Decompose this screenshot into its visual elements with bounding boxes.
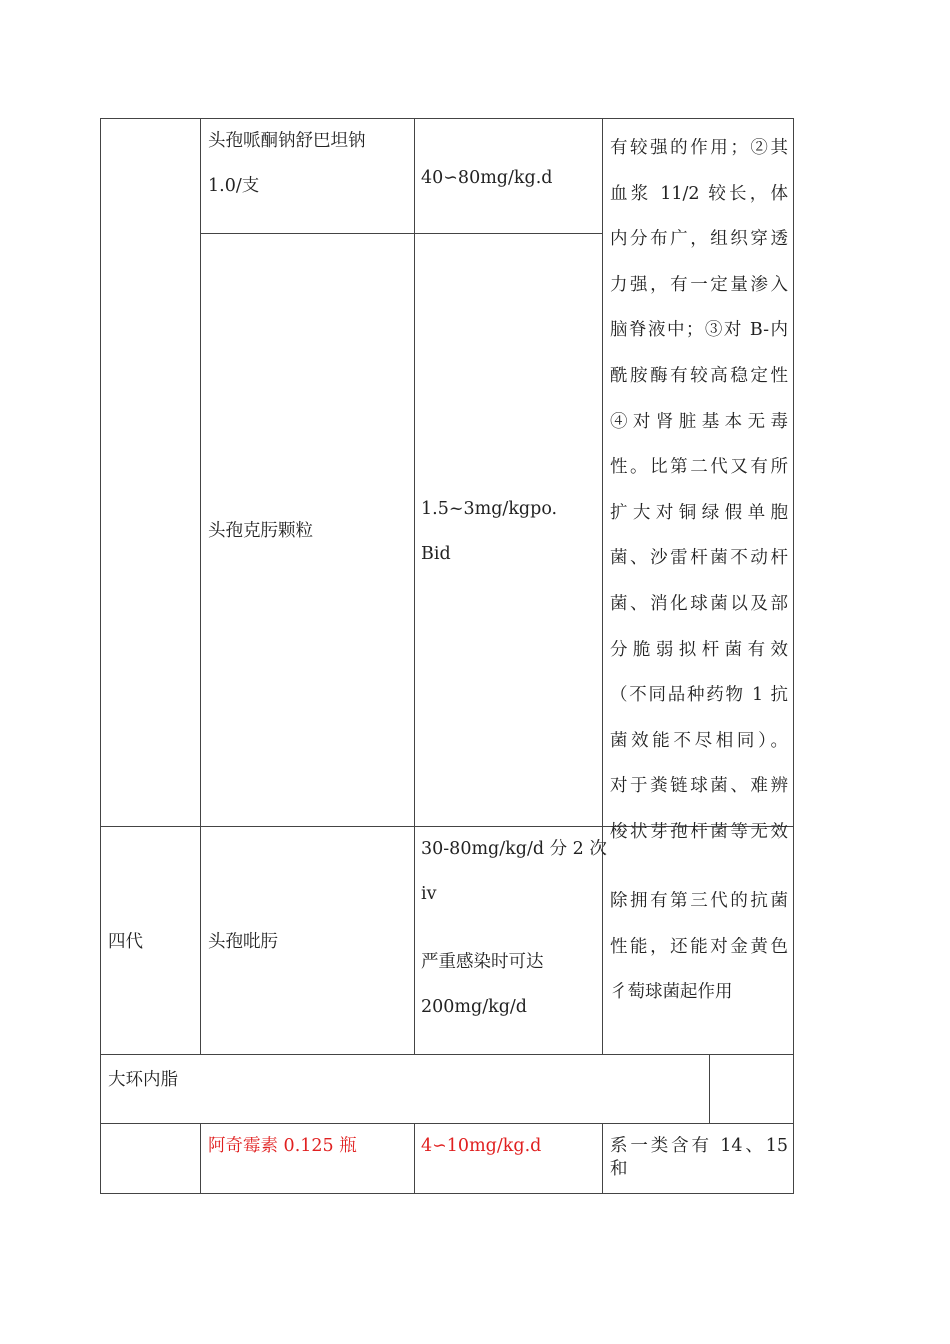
fourth-gen-description-cell (610, 879, 788, 1016)
drug-spec-line: 1.0/支 (208, 176, 260, 196)
column-divider (709, 1054, 710, 1124)
dose-line: 40∽80mg/kg.d (421, 168, 553, 188)
description-line: 分脆弱拟杆菌有效 (610, 639, 788, 660)
generation-cell (108, 931, 143, 954)
dose-cell (421, 498, 557, 566)
table-top-border (100, 118, 794, 119)
generation-label: 四代 (108, 932, 143, 952)
description-line: 彳萄球菌起作用 (610, 982, 733, 1003)
description-line: 菌效能不尽相同）。 (610, 730, 788, 751)
row-divider (201, 233, 602, 234)
drug-name-cell (208, 520, 313, 543)
description-line: （不同品种药物 1 抗 (610, 685, 788, 706)
drug-name-cell (208, 130, 366, 198)
drug-name-line: 阿奇霉素 0.125 瓶 (208, 1136, 357, 1156)
description-line: 对于粪链球菌、难辨 (610, 776, 788, 797)
description-line: 扩大对铜绿假单胞 (610, 502, 788, 523)
dose-line: iv (421, 884, 437, 904)
dose-line: Bid (421, 544, 451, 564)
dose-line: 严重感染时可达 (421, 952, 544, 972)
description-line: 血浆 11/2 较长，体 (610, 183, 788, 204)
drug-name-cell (208, 931, 278, 954)
drug-name-line: 头孢哌酮钠舒巴坦钠 (208, 131, 366, 151)
table-right-border (793, 118, 794, 1194)
description-line: 内分布广，组织穿透 (610, 229, 788, 250)
description-line: 性。比第二代又有所 (610, 457, 788, 478)
column-divider (414, 118, 415, 1055)
table-bottom-border (100, 1193, 794, 1194)
description-line: 系一类含有 14、15 (610, 1136, 788, 1156)
description-line: 除拥有第三代的抗菌 (610, 891, 788, 911)
column-divider (414, 1123, 415, 1194)
column-divider (602, 1123, 603, 1194)
description-line: 力强，有一定量渗入 (610, 274, 788, 295)
dose-cell (421, 838, 607, 1019)
section-header (108, 1069, 178, 1092)
description-line: 脑脊液中；③对 B-内 (610, 320, 788, 341)
row-divider (100, 1123, 794, 1124)
third-gen-description-cell (604, 120, 793, 842)
dose-cell (421, 1135, 541, 1158)
dose-line: 1.5~3mg/kgpo. (421, 499, 558, 519)
description-line: 酰胺酶有较高稳定性 (610, 365, 788, 386)
description-line: 梭状芽孢杆菌等无效 (610, 821, 788, 842)
macrolide-description-cell (610, 1135, 788, 1181)
description-line: 菌、沙雷杆菌不动杆 (610, 548, 788, 569)
description-line: 菌、消化球菌以及部 (610, 593, 788, 614)
description-line: ④对肾脏基本无毒 (610, 411, 788, 432)
section-title: 大环内脂 (108, 1070, 178, 1090)
column-divider (200, 118, 201, 1055)
row-divider (100, 1054, 794, 1055)
description-line: 有较强的作用；②其 (610, 138, 788, 158)
table-left-border (100, 118, 101, 1194)
dose-line: 30-80mg/kg/d 分 2 次 (421, 839, 607, 859)
drug-name-line: 头孢吡肟 (208, 932, 278, 952)
drug-name-cell (208, 1135, 357, 1158)
dose-cell (421, 167, 552, 190)
column-divider (200, 1123, 201, 1194)
drug-name-line: 头孢克肟颗粒 (208, 521, 313, 541)
dose-line: 200mg/kg/d (421, 997, 527, 1017)
dose-line: 4∽10mg/kg.d (421, 1136, 542, 1156)
description-line: 和 (610, 1159, 628, 1179)
description-line: 性能，还能对金黄色 (610, 936, 788, 957)
